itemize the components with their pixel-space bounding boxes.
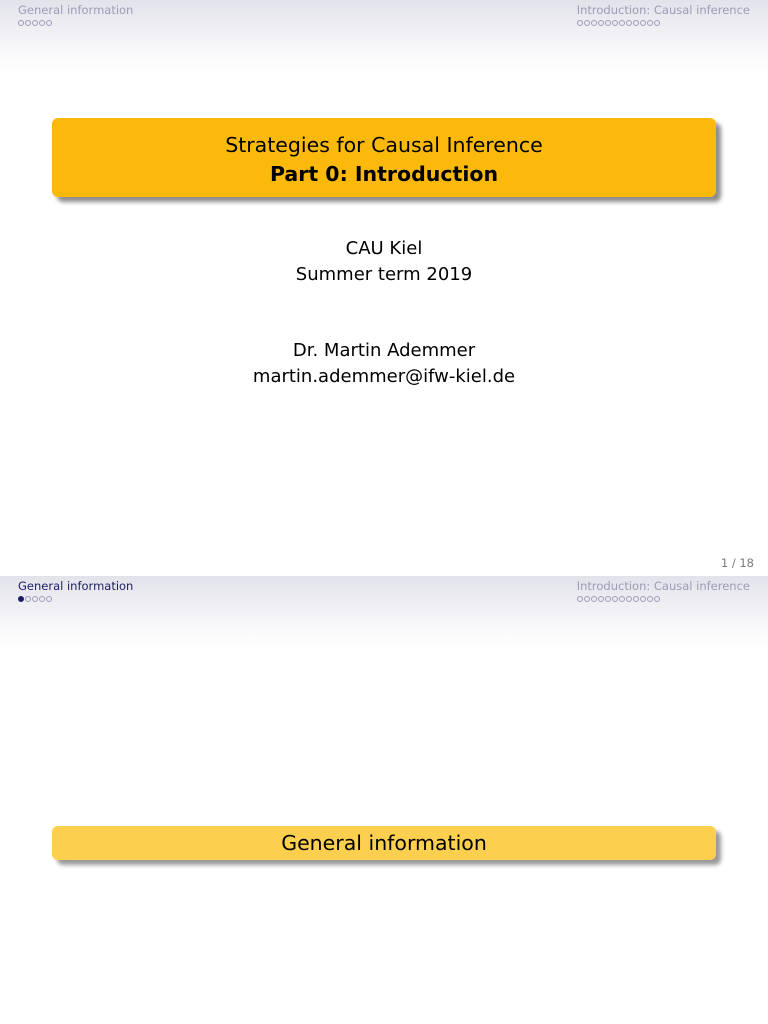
institute-line-2: Summer term 2019 (295, 264, 473, 285)
frame-dot[interactable] (25, 20, 31, 26)
frame-dot[interactable] (598, 20, 604, 26)
frame-dot[interactable] (633, 20, 639, 26)
title-block (52, 118, 716, 197)
presentation-subtitle: Part 0: Introduction (269, 162, 499, 186)
frame-dot[interactable] (626, 20, 632, 26)
nav-frame-dots (18, 18, 133, 28)
frame-dot[interactable] (633, 596, 639, 602)
presentation-title: Strategies for Causal Inference (225, 133, 543, 157)
frame-dot[interactable] (612, 20, 618, 26)
nav-frame-dots (577, 18, 750, 28)
frame-dot[interactable] (598, 596, 604, 602)
nav-section-title[interactable]: Introduction: Causal inference (576, 579, 750, 593)
nav-frame-dots (18, 594, 133, 604)
frame-dot[interactable] (584, 596, 590, 602)
frame-dot[interactable] (584, 20, 590, 26)
frame-dot[interactable] (647, 20, 653, 26)
frame-dot[interactable] (654, 20, 660, 26)
frame-dot[interactable] (32, 596, 38, 602)
frame-dot[interactable] (577, 20, 583, 26)
institute-line-1: CAU Kiel (345, 238, 423, 259)
current-frame-dot[interactable] (18, 596, 24, 602)
nav-frame-dots (577, 594, 750, 604)
frame-dot[interactable] (619, 596, 625, 602)
nav-section-introduction[interactable] (577, 579, 750, 604)
frame-dot[interactable] (605, 20, 611, 26)
frame-dot[interactable] (25, 596, 31, 602)
frame-dot[interactable] (46, 596, 52, 602)
author-email: martin.ademmer@ifw-kiel.de (252, 366, 516, 387)
frame-dot[interactable] (591, 596, 597, 602)
frame-dot[interactable] (32, 20, 38, 26)
page-number: 1 / 18 (720, 556, 754, 570)
frame-dot[interactable] (577, 596, 583, 602)
frame-dot[interactable] (619, 20, 625, 26)
nav-section-general-information[interactable] (18, 579, 133, 604)
frame-dot[interactable] (640, 20, 646, 26)
nav-section-general-information[interactable] (18, 3, 133, 28)
headline-bar (0, 0, 768, 74)
frame-dot[interactable] (612, 596, 618, 602)
frame-dot[interactable] (605, 596, 611, 602)
nav-section-title[interactable]: General information (18, 579, 134, 593)
frame-dot[interactable] (626, 596, 632, 602)
headline-bar (0, 576, 768, 650)
author-name: Dr. Martin Ademmer (292, 340, 476, 361)
slide-2 (0, 576, 768, 1024)
frame-dot[interactable] (640, 596, 646, 602)
frame-dot[interactable] (39, 20, 45, 26)
nav-section-title[interactable]: Introduction: Causal inference (576, 3, 750, 17)
frame-dot[interactable] (591, 20, 597, 26)
nav-section-introduction[interactable] (577, 3, 750, 28)
frame-dot[interactable] (654, 596, 660, 602)
frame-dot[interactable] (39, 596, 45, 602)
frame-dot[interactable] (46, 20, 52, 26)
frame-dot[interactable] (18, 20, 24, 26)
nav-section-title[interactable]: General information (18, 3, 134, 17)
frame-dot[interactable] (647, 596, 653, 602)
section-title-block: General information (52, 826, 716, 860)
